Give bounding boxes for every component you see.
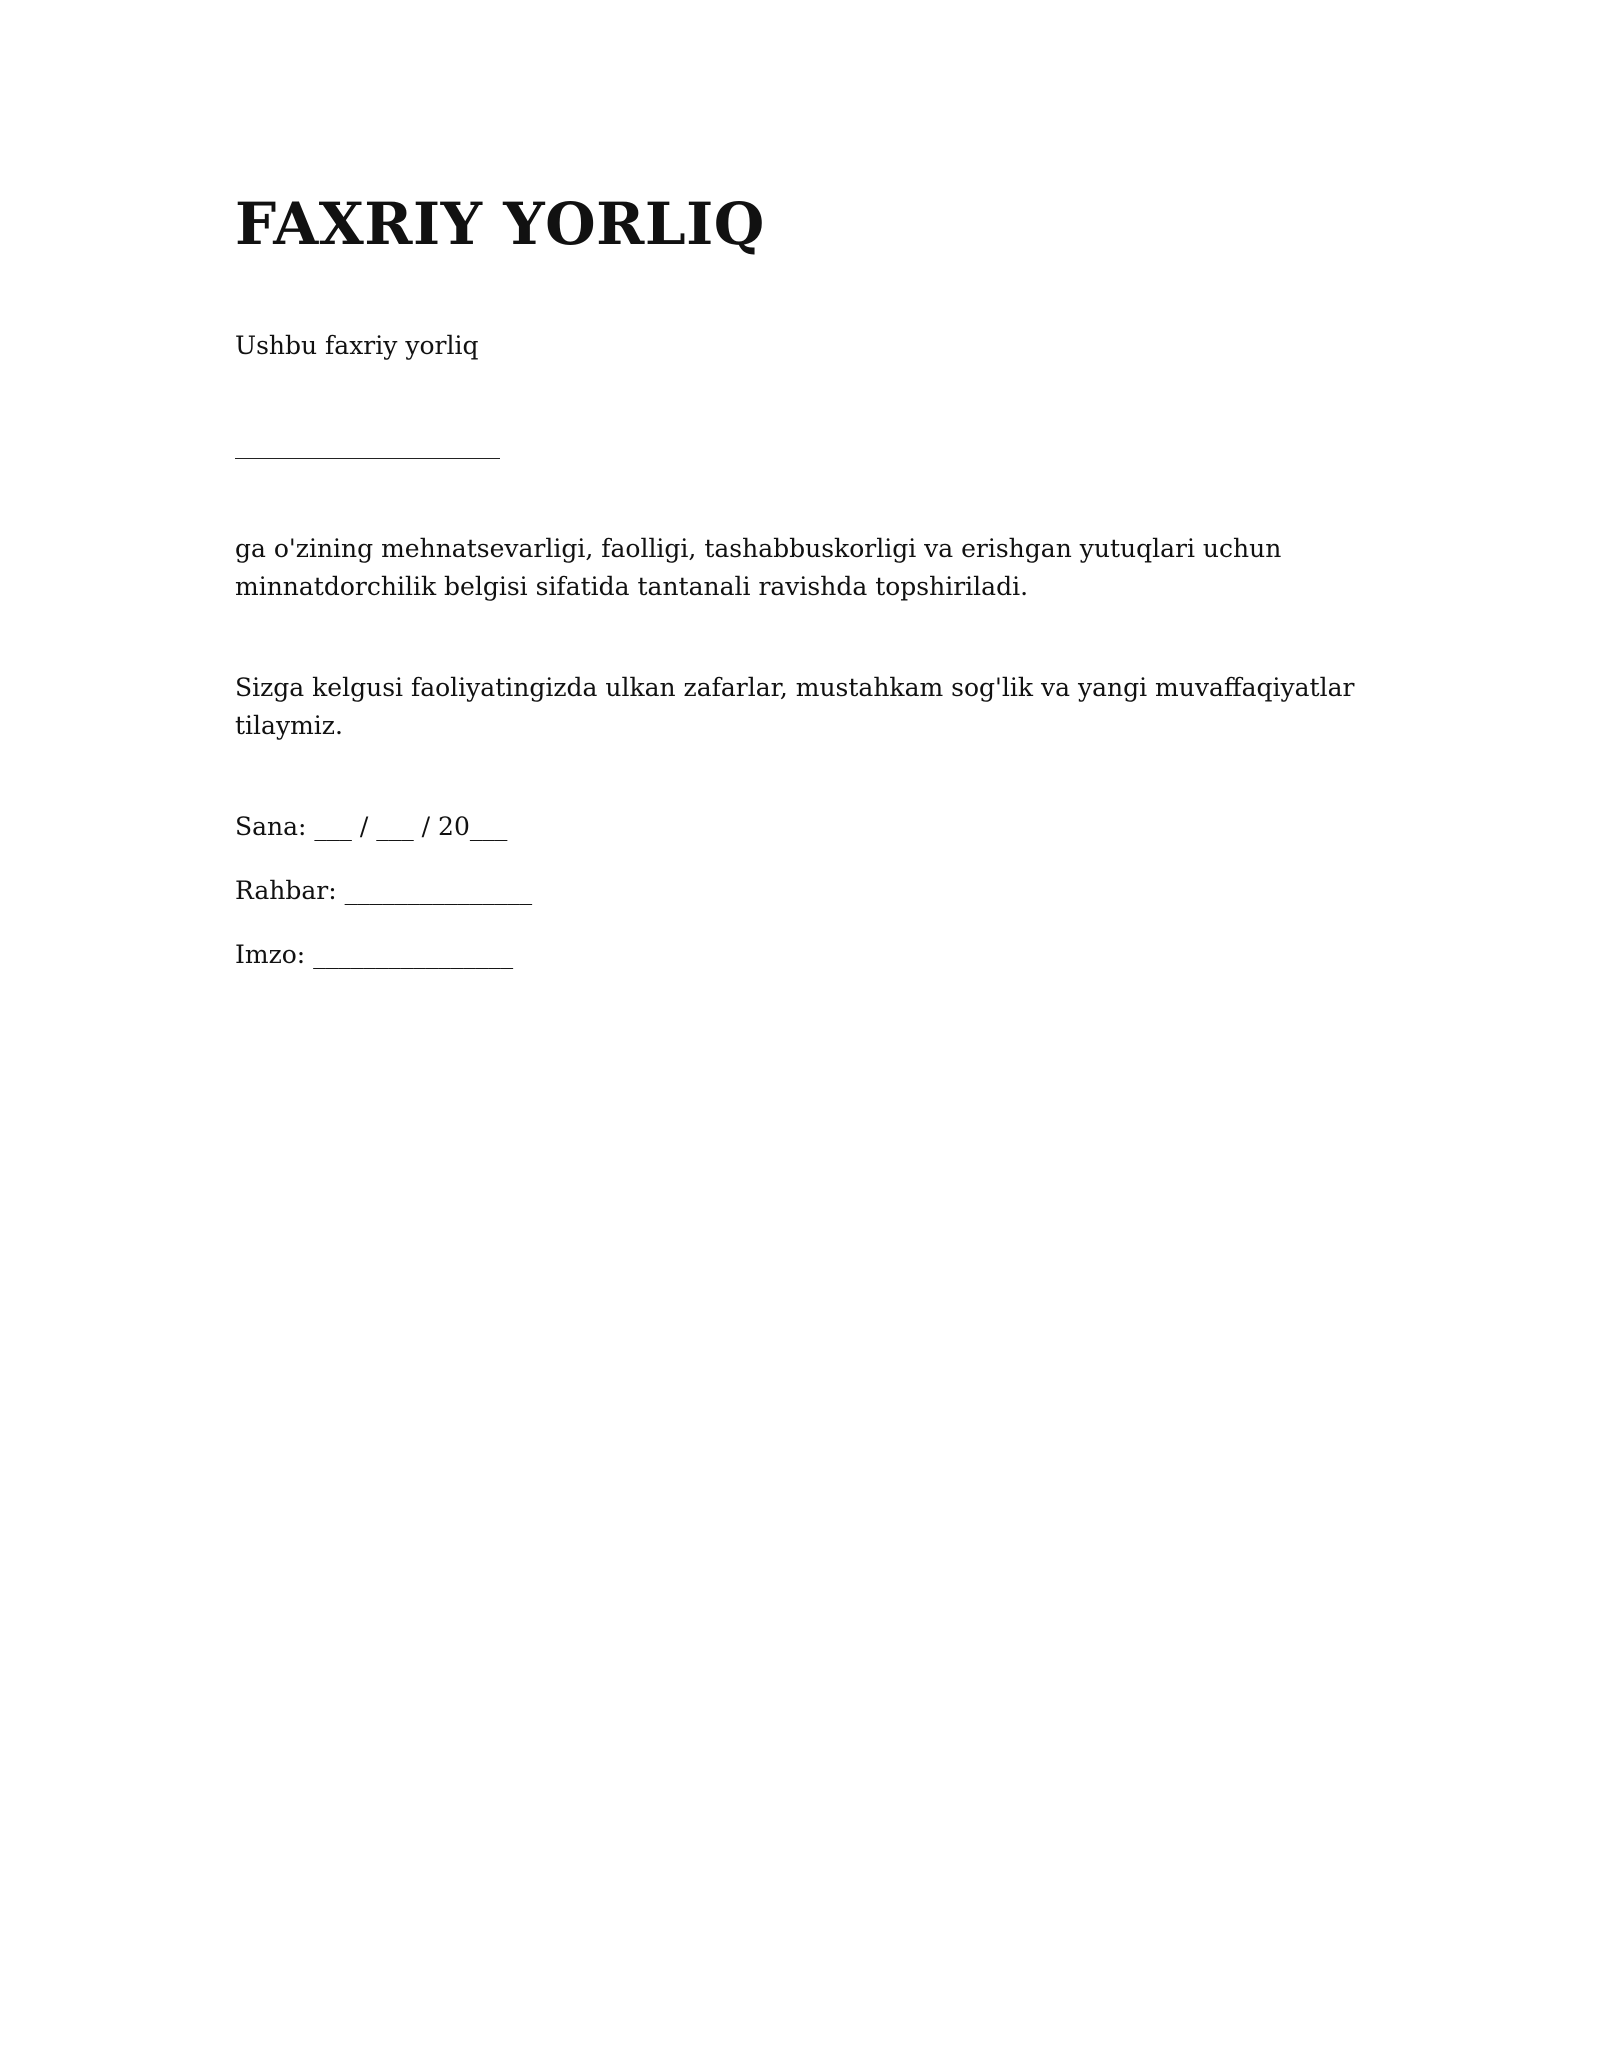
intro-text: Ushbu faxriy yorliq — [235, 331, 479, 360]
date-line: Sana: ___ / ___ / 20___ — [235, 812, 508, 841]
document-title: FAXRIY YORLIQ — [235, 190, 765, 258]
wishes-paragraph: Sizga kelgusi faoliyatingizda ulkan zafarlar, mustahkam sog'lik va yangi muvaffaqiyatlar tilaymiz. — [235, 673, 1355, 740]
recipient-name-line — [235, 458, 500, 459]
award-reason-paragraph: ga o'zining mehnatsevarligi, faolligi, tashabbuskorligi va erishgan yutuqlari uchun minnatdorchilik belgisi sifatida tantanali ravishda topshiriladi. — [235, 534, 1282, 601]
signature-line: Imzo: ________________ — [235, 940, 514, 969]
director-line: Rahbar: _______________ — [235, 876, 533, 905]
